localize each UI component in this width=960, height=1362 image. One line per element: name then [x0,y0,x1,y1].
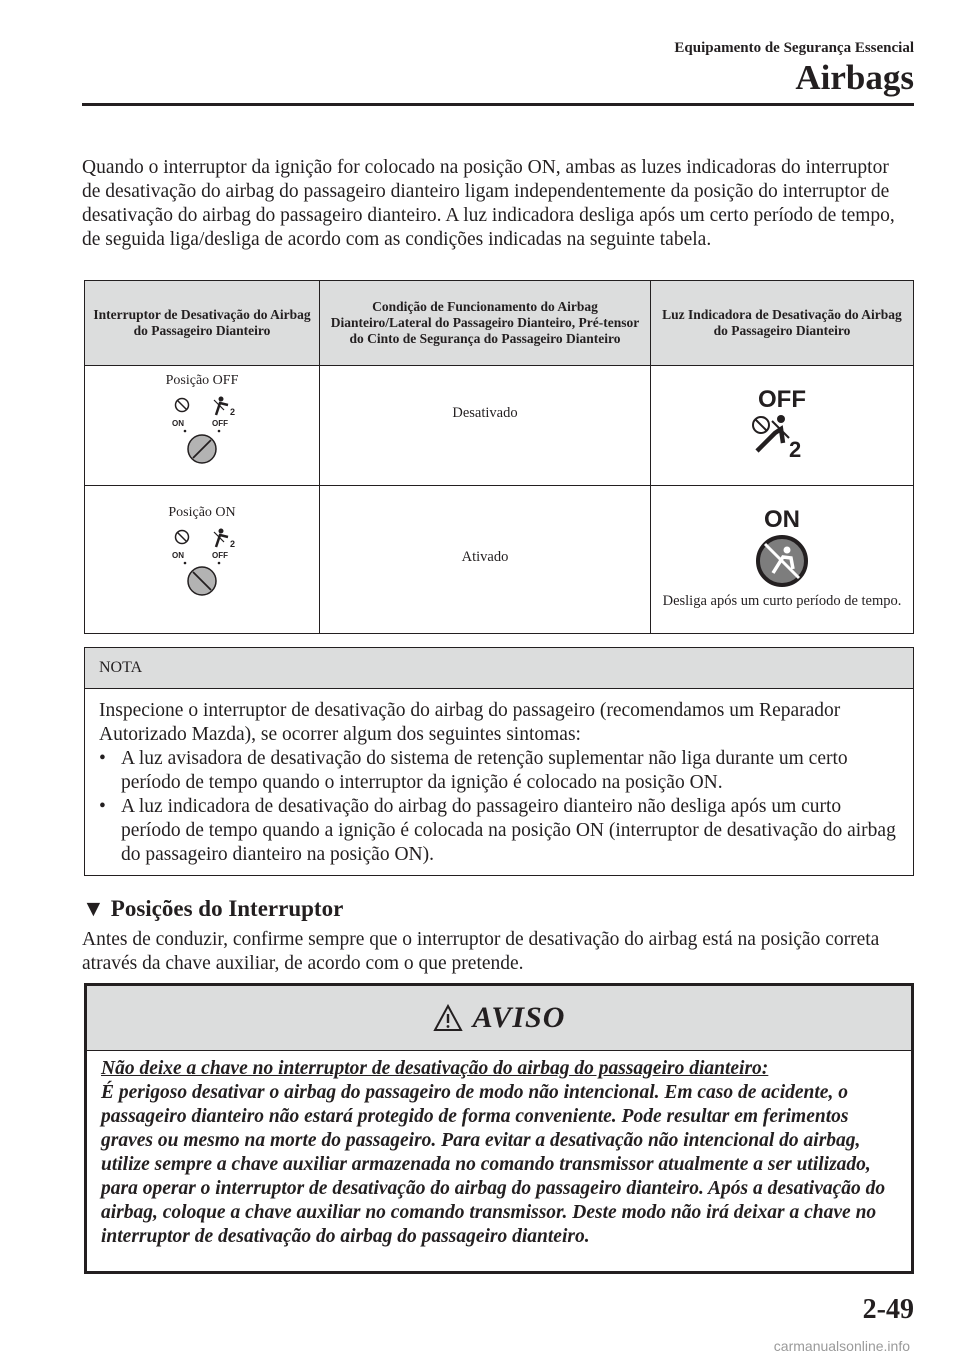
passenger-airbag-off-icon [737,381,827,471]
page-number: 2-49 [862,1294,914,1325]
condition-cell [320,366,651,486]
indicator-seat-number: 2 [789,437,802,462]
table-header-indicator: Luz Indicadora de Desativação do Airbag do Passageiro Dianteiro [651,281,914,366]
indicator-on-text: ON [764,506,800,533]
indicator-off-text: OFF [758,386,806,413]
switch-cell [85,366,320,486]
indicator-note: Desliga após um curto período de tempo. [662,593,902,609]
list-item [99,747,899,795]
section-title-text: Posições do Interruptor [110,896,344,921]
section-paragraph: Antes de conduzir, confirme sempre que o interruptor de desativação do airbag está na posição correta através da chave auxiliar, de acordo com o que pretende. [82,929,880,974]
section-heading [82,896,343,922]
warning-triangle-icon [433,1004,463,1032]
bullet-icon: • [99,748,106,769]
intro-paragraph: Quando o interruptor da ignição for colocado na posição ON, ambas as luzes indicadoras do interruptor de desativação do airbag do passageiro dianteiro ligam independentemente da posição do interruptor de desativação do airbag do passageiro dianteiro. A luz indicadora desliga após um certo período de tempo, de seguida liga/desliga de acordo com as condições indicadas na seguinte tabela. [82,157,895,250]
header-rule [82,103,914,106]
switch-on-position-icon [152,525,252,603]
switch-off-text: OFF [212,419,228,428]
note-box [84,647,914,876]
condition-cell [320,486,651,634]
seat-number-text: 2 [230,539,236,549]
list-item-text: A luz avisadora de desativação do sistema de retenção suplementar não liga durante um certo período de tempo quando o interruptor da ignição é colocado na posição ON. [121,748,848,793]
warning-header [87,986,911,1051]
table-row [85,486,914,634]
list-item-text: A luz indicadora de desativação do airbag do passageiro dianteiro não desliga após um curto período de tempo quando a ignição é colocada na posição ON (interruptor de desativação do airbag do passageiro dianteiro na posição ON). [121,796,896,865]
bullet-icon: • [99,796,106,817]
note-list [99,747,899,867]
condition-text: Ativado [461,549,509,565]
page-title: Airbags [795,58,914,97]
switch-cell [85,486,320,634]
passenger-airbag-on-icon [737,501,827,591]
warning-label: AVISO [472,1001,566,1034]
table-row [85,366,914,486]
note-text: Inspecione o interruptor de desativação do airbag do passageiro (recomendamos um Reparador Autorizado Mazda), se ocorrer algum dos seguintes sintomas: [99,700,841,745]
warning-text: É perigoso desativar o airbag do passageiro de modo não intencional. Em caso de acidente, o passageiro dianteiro não estará protegido de forma conveniente. Pode resultar em ferimentos graves ou mesmo na morte do passageiro. Para evitar a desativação não intencional do airbag, utilize sempre a chave auxiliar armazenada no comando transmissor atualmente a ser utilizado, para operar o interruptor de desativação do airbag do passageiro dianteiro. Após a desativação do airbag, coloque a chave auxiliar no comando transmissor. Deste modo não irá deixar a chave no interruptor de desativação do airbag do passageiro dianteiro. [101,1082,886,1247]
position-label: Posição ON [168,505,236,520]
header-section: Equipamento de Segurança Essencial [674,40,914,56]
note-body [85,689,913,867]
indicator-state-table [84,280,914,634]
warning-heading: Não deixe a chave no interruptor de desativação do airbag do passageiro dianteiro: [101,1058,769,1079]
seat-number-text: 2 [230,407,236,417]
triangle-down-icon: ▼ [82,896,105,921]
switch-off-text: OFF [212,551,228,560]
switch-off-position-icon [152,393,252,471]
watermark: carmanualsonline.info [773,1338,910,1354]
condition-text: Desativado [452,405,518,421]
note-title: NOTA [85,648,913,689]
warning-body [87,1051,911,1249]
indicator-cell [651,486,914,634]
list-item [99,795,899,867]
table-header-switch: Interruptor de Desativação do Airbag do Passageiro Dianteiro [85,281,320,366]
table-header-row [85,281,914,366]
indicator-cell [651,366,914,486]
warning-box [84,983,914,1274]
position-label: Posição OFF [165,373,239,388]
switch-on-text: ON [172,551,184,560]
table-header-condition: Condição de Funcionamento do Airbag Dianteiro/Lateral do Passageiro Dianteiro, Pré-tensor do Cinto de Segurança do Passageiro Dianteiro [320,281,651,366]
switch-on-text: ON [172,419,184,428]
